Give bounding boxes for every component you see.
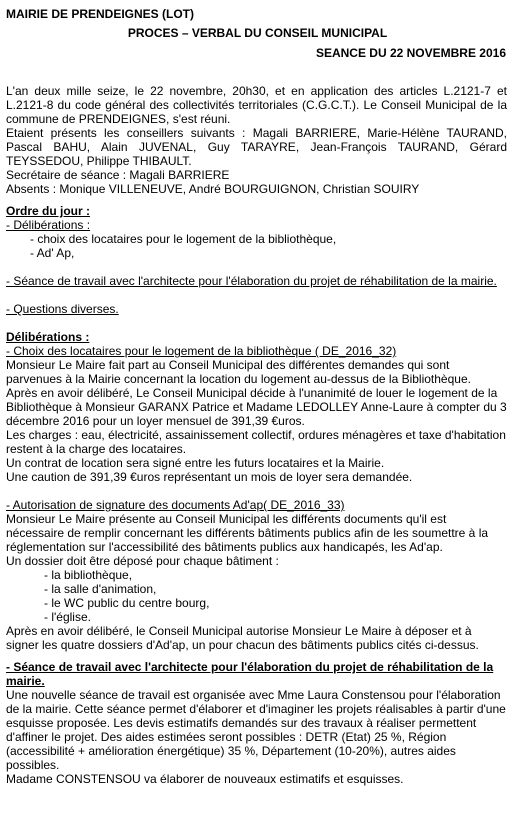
delib2-text: Un dossier doit être déposé pour chaque bâtiment : <box>6 554 279 568</box>
list-item: - la bibliothèque, <box>44 568 133 582</box>
delib1-title: - Choix des locataires pour le logement de la bibliothèque ( DE_2016_32) <box>6 344 397 358</box>
delib1-text: Après en avoir délibéré, Le Conseil Municipal décide à l'unanimité de louer le logement de la Bibliothèque à Monsieur GARANX Patrice et Madame LEDOLLEY Anne-Laure à compter du 3 décembre 2016 pour un loyer mensuel de 391,39 €uros. <box>6 386 507 428</box>
seance-archi-text: Une nouvelle séance de travail est organisée avec Mme Laura Constensou pour l'élaboration de la mairie. Cette séance permet d'élaborer et d'imaginer les projets réalisables à partir d'une esquisse proposée. Les devis estimatifs demandés sur des travaux à réaliser permettent d'affiner le projet. Des aides estimées seront possibles : DETR (Etat) 25 %, Région (accessibilité + amélioration énergétique) 35 %, Département (10-20%), autres aides possibles. <box>6 688 506 772</box>
intro-absents: Absents : Monique VILLENEUVE, André BOURGUIGNON, Christian SOUIRY <box>6 182 420 196</box>
list-item: - la salle d'animation, <box>44 582 157 596</box>
seance-archi-title: - Séance de travail avec l'architecte pour l'élaboration du projet de réhabilitation de la mairie. <box>6 660 494 688</box>
intro-secretaire: Secrétaire de séance : Magali BARRIERE <box>6 168 230 182</box>
spacer <box>6 484 507 498</box>
deliberations-heading: Délibérations : <box>6 330 90 344</box>
ordre-seance-travail: - Séance de travail avec l'architecte pour l'élaboration du projet de réhabilitation de la mairie. <box>6 274 497 288</box>
spacer <box>6 260 507 274</box>
ordre-deliberations: - Délibérations : <box>6 218 91 232</box>
spacer <box>6 652 507 660</box>
document-body <box>6 84 507 786</box>
spacer <box>6 316 507 330</box>
ordre-heading: Ordre du jour : <box>6 204 90 218</box>
ordre-sub-item: - choix des locataires pour le logement de la bibliothèque, <box>30 232 337 246</box>
seance-date: SEANCE DU 22 NOVEMBRE 2016 <box>315 46 506 60</box>
delib1-text: Un contrat de location sera signé entre les futurs locataires et la Mairie. <box>6 456 385 470</box>
ordre-questions: - Questions diverses. <box>6 302 119 316</box>
delib2-text: Après en avoir délibéré, le Conseil Municipal autorise Monsieur Le Maire à déposer et à signer les quatre dossiers d'Ad'ap, un pour chacun des bâtiments publics cités ci-dessus. <box>6 624 479 652</box>
delib1-text: Une caution de 391,39 €uros représentant un mois de loyer sera demandée. <box>6 470 413 484</box>
delib1-text: Les charges : eau, électricité, assainissement collectif, ordures ménagères et taxe d'habitation restent à la charge des locataires. <box>6 428 506 456</box>
intro-opening: L'an deux mille seize, le 22 novembre, 20h30, et en application des articles L.2121-7 et L.2121-8 du code général des collectivités territoriales (C.G.C.T.). Le Conseil Municipal de la commune de PRENDEIGNES, s'est réuni. <box>6 84 507 126</box>
delib2-title: - Autorisation de signature des documents Ad'ap( DE_2016_33) <box>6 498 345 512</box>
intro-presents: Etaient présents les conseillers suivants : Magali BARRIERE, Marie-Hélène TAURAND, Pascal BAHU, Alain JUVENAL, Guy TARAYRE, Jean-François TAURAND, Gérard TEYSSEDOU, Philippe THIBAULT. <box>6 126 507 168</box>
spacer <box>6 196 507 204</box>
list-item: - le WC public du centre bourg, <box>44 596 210 610</box>
delib2-text: Monsieur Le Maire présente au Conseil Municipal les différents documents qu'il est nécessaire de remplir concernant les différents bâtiments publics afin de les soumettre à la réglementation sur l'accessibilité des bâtiments publics aux handicapés, les Ad'ap. <box>6 512 489 554</box>
document-title: PROCES – VERBAL DU CONSEIL MUNICIPAL <box>127 26 388 40</box>
seance-archi-text: Madame CONSTENSOU va élaborer de nouveaux estimatifs et esquisses. <box>6 772 404 786</box>
list-item: - l'église. <box>44 610 91 624</box>
ordre-sub-item: - Ad' Ap, <box>30 246 75 260</box>
spacer <box>6 288 507 302</box>
delib1-text: Monsieur Le Maire fait part au Conseil Municipal des différentes demandes qui sont parvenues à la Mairie concernant la location du logement au-dessus de la Bibliothèque. <box>6 358 471 386</box>
mairie-heading: MAIRIE DE PRENDEIGNES (LOT) <box>6 7 195 21</box>
